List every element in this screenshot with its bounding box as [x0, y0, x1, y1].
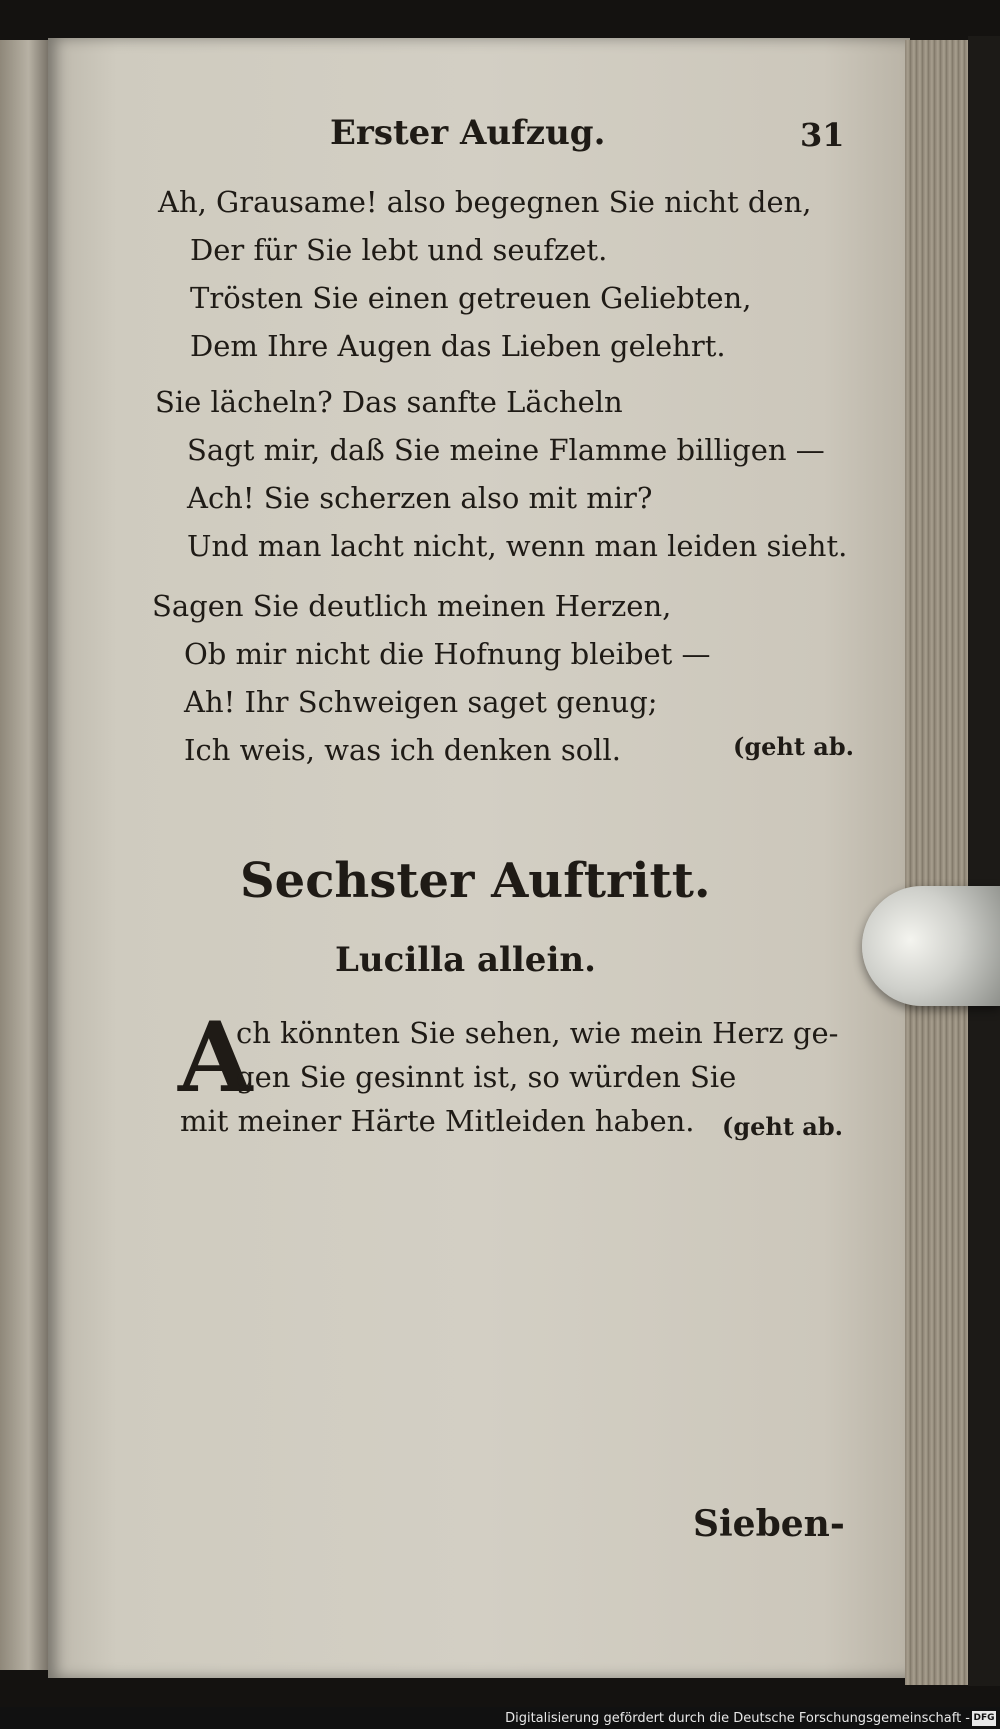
catchword: Sieben-: [693, 1503, 845, 1545]
footer-credit: Digitalisierung gefördert durch die Deutsche Forschungsgemeinschaft -: [505, 1711, 970, 1726]
stanza-3: [152, 582, 711, 774]
verse-line: Ach! Sie scherzen also mit mir?: [187, 481, 653, 515]
verse-line: Sagt mir, daß Sie meine Flamme billigen —: [187, 433, 825, 467]
verse-line: Trösten Sie einen getreuen Geliebten,: [190, 281, 752, 315]
verse-line: Ob mir nicht die Hofnung bleibet —: [184, 637, 711, 671]
stage-direction: (geht ab.: [733, 732, 854, 761]
verse-line: Ich weis, was ich denken soll.: [184, 733, 621, 767]
page-block-edge: [905, 40, 973, 1685]
stanza-1: [158, 178, 812, 370]
prose-line: mit meiner Härte Mitleiden haben.: [180, 1104, 695, 1138]
dfg-logo: DFG: [972, 1711, 996, 1726]
facing-page-edge: [0, 40, 52, 1670]
book-clip: [862, 886, 1000, 1006]
stanza-2: [155, 378, 847, 570]
scene-subtitle: Lucilla allein.: [335, 940, 596, 980]
verse-line: Ah! Ihr Schweigen saget genug;: [184, 685, 658, 719]
verse-line: Und man lacht nicht, wenn man leiden sieht.: [187, 529, 848, 563]
verse-line: Der für Sie lebt und seufzet.: [190, 233, 608, 267]
scene-title: Sechster Auftritt.: [240, 853, 711, 909]
stage-direction: (geht ab.: [722, 1112, 843, 1141]
background-shadow: [968, 36, 1000, 1686]
drop-initial: A: [178, 1001, 253, 1114]
verse-line: Dem Ihre Augen das Lieben gelehrt.: [190, 329, 726, 363]
prose-line: gen Sie gesinnt ist, so würden Sie: [236, 1060, 737, 1094]
running-head: Erster Aufzug.: [330, 113, 606, 153]
page-number: 31: [800, 116, 845, 154]
verse-line: Ah, Grausame! also begegnen Sie nicht den,: [158, 185, 812, 219]
verse-line: Sie lächeln? Das sanfte Lächeln: [155, 385, 623, 419]
prose-line: ch könnten Sie sehen, wie mein Herz ge-: [236, 1016, 839, 1050]
verse-line: Sagen Sie deutlich meinen Herzen,: [152, 589, 672, 623]
